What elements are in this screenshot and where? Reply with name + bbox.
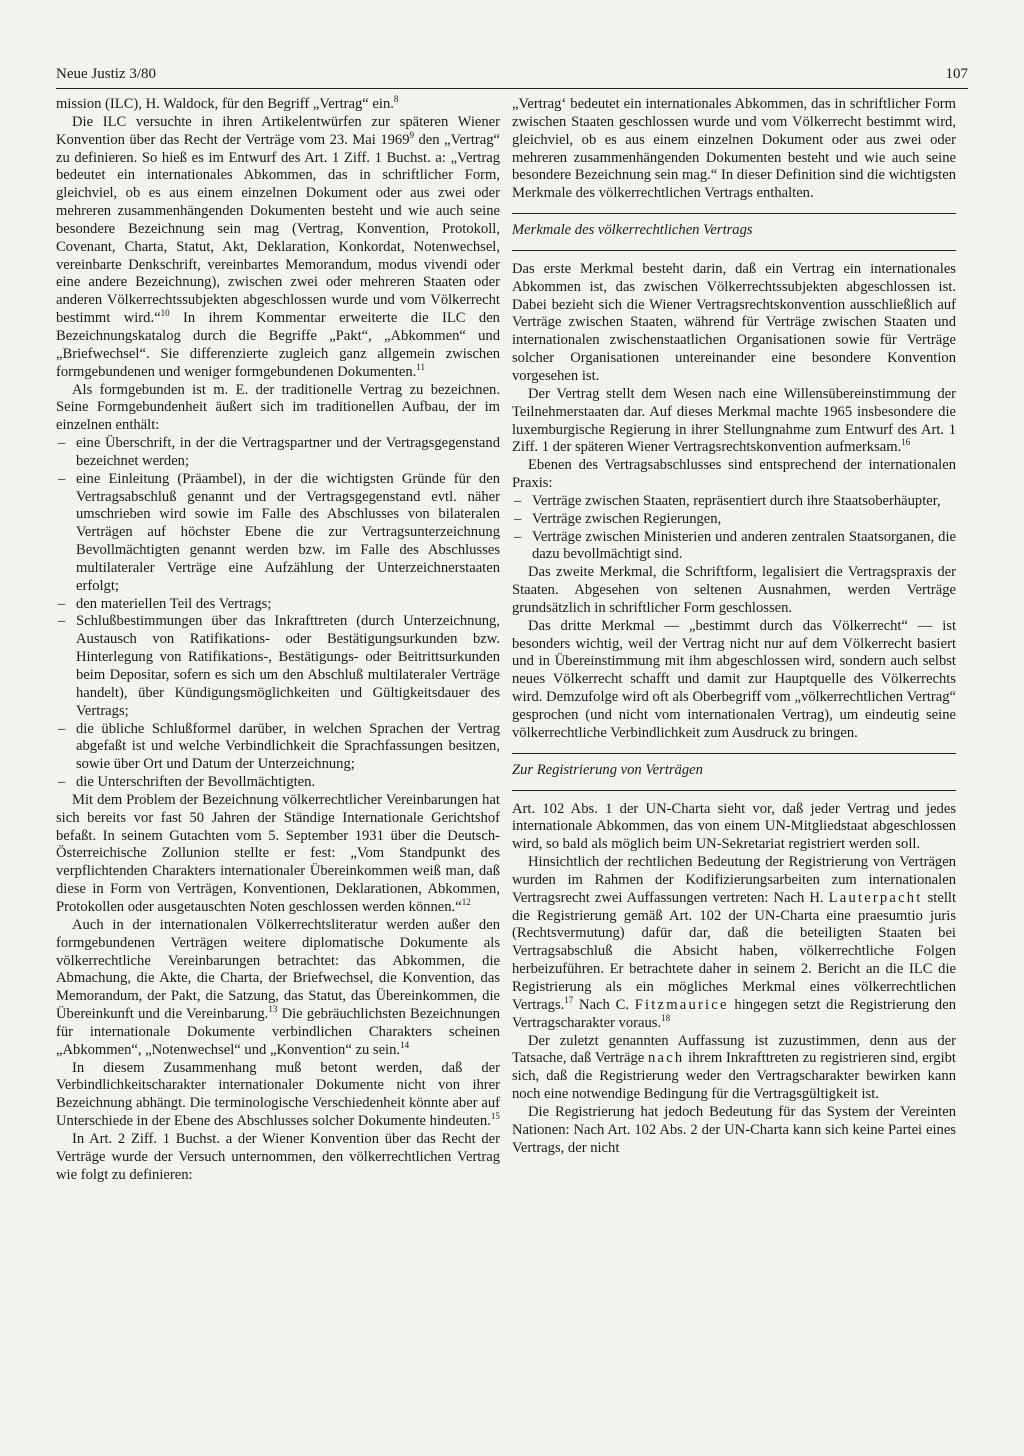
paragraph: Auch in der internationalen Völkerrechtsliteratur werden außer den formgebundenen Verträgen weitere diplomatische Dokumente als völkerrechtliche Vereinbarungen betrachtet: das Abkommen, die Abmachung, die Akte, die Charta, der Briefwechsel, die Konvention, das Memorandum, der Pakt, die Satzung, das Statut, das Übereinkommen, die Übereinkunft und die Vereinbarung.$^{13}$ Die gebräuchlichsten Bezeichnungen für internationale Dokumente verbindlichen Charakters scheinen „Abkommen“, „Notenwechsel“ und „Konvention“ zu sein.$^{14}$ bbox=[56, 916, 500, 1058]
paragraph: mission (ILC), H. Waldock, für den Begriff „Vertrag“ ein.$^8$ bbox=[56, 94, 399, 112]
list-item: – eine Überschrift, in der die Vertragspartner und der Vertragsgegenstand bezeichnet werden; bbox=[56, 435, 500, 471]
paragraph: Das zweite Merkmal, die Schriftform, legalisiert die Vertragspraxis der Staaten. Abgesehen von seltenen Ausnahmen, werden Verträge grundsätzlich in schriftlicher Form geschlossen. bbox=[512, 564, 956, 616]
treaty-level-list bbox=[512, 493, 956, 564]
list-item: – Verträge zwischen Ministerien und anderen zentralen Staatsorganen, die dazu bevollmächtigt sind. bbox=[512, 529, 956, 565]
paragraph: Der zuletzt genannten Auffassung ist zuzustimmen, denn aus der Tatsache, daß Verträge nach ihrem Inkrafttreten zu registrieren sind, ergibt sich, daß die Registrierung weder den Vertragscharakter bewirken kann noch eine notwendige Bedingung für die Vertragsgültigkeit ist. bbox=[512, 1032, 956, 1103]
list-item: – eine Einleitung (Präambel), in der die wichtigsten Gründe für den Vertragsabschluß genannt und der Vertragsgegenstand evtl. näher umschrieben wird sowie im Falle des Abschlusses von bilateralen Verträgen auf höchster Ebene die zur Vertragsunterzeichnung Bevollmächtigten genannt werden bzw. im Falle des Abschlusses multilateraler Verträge eine Aufzählung der Unterzeichnerstaaten erfolgt; bbox=[56, 471, 500, 596]
footnote-ref[interactable]: 13 bbox=[268, 1004, 278, 1015]
footnote-ref[interactable]: 12 bbox=[461, 897, 471, 908]
emphasis: nach bbox=[648, 1050, 685, 1067]
paragraph: „Vertrag‘ bedeutet ein internationales Abkommen, das in schriftlicher Form zwischen Staaten geschlossen wurde und vom Völkerrecht bestimmt wird, gleichviel, ob es aus einem einzelnen Dokument oder aus zwei oder mehreren zusammenhängenden Dokumenten besteht und wie auch seine besondere Bezeichnung sein mag.“ In dieser Definition sind die wichtigsten Merkmale des völkerrechtlichen Vertrags enthalten. bbox=[512, 96, 956, 202]
section-heading: Merkmale des völkerrechtlichen Vertrags bbox=[512, 213, 956, 251]
footnote-ref[interactable]: 11 bbox=[416, 361, 425, 372]
footnote-ref[interactable]: 16 bbox=[901, 437, 911, 448]
header-rule bbox=[56, 88, 968, 89]
list-item: – Verträge zwischen Regierungen, bbox=[512, 511, 956, 529]
footnote-ref[interactable]: 9 bbox=[409, 129, 415, 140]
paragraph: Das dritte Merkmal — „bestimmt durch das Völkerrecht“ — ist besonders wichtig, weil der Vertrag nicht nur auf dem Völkerrecht basiert und in Übereinstimmung mit ihm abgeschlossen wird, sondern auch selbst neues Völkerrecht schafft und damit zur Hauptquelle des Völkerrechts wird. Demzufolge wird oft als Oberbegriff vom „völkerrechtlichen Vertrag“ gesprochen (und nicht vom internationalen Vertrag), um eindeutig seine völkerrechtliche Verbindlichkeit zum Ausdruck zu bringen. bbox=[512, 617, 956, 741]
author-name: Lauterpacht bbox=[828, 889, 923, 906]
paragraph: Der Vertrag stellt dem Wesen nach eine Willensübereinstimmung der Teilnehmerstaaten dar. Auf dieses Merkmal machte 1965 insbesondere die luxemburgische Regierung in ihrer Stellungnahme zum Entwurf des Art. 1 Ziff. 1 der späteren Wiener Vertragsrechtskonvention aufmerksam.$^{16}$ bbox=[512, 385, 956, 456]
right-column bbox=[512, 96, 956, 1157]
list-item: – die Unterschriften der Bevollmächtigten. bbox=[56, 774, 500, 792]
paragraph: In diesem Zusammenhang muß betont werden, daß der Verbindlichkeitscharakter internationaler Dokumente nicht von ihrer Bezeichnung abhängt. Die terminologische Verschiedenheit könnte aber auf Unterschiede in der Ebene des Abschlusses solcher Dokumente hindeuten.$^{15}$ bbox=[56, 1059, 500, 1130]
paragraph: Mit dem Problem der Bezeichnung völkerrechtlicher Vereinbarungen hat sich bereits vor fast 50 Jahren der Ständige Internationale Gerichtshof befaßt. In seinem Gutachten vom 5. September 1931 über die Deutsch-Österreichische Zollunion stellte er fest: „Vom Standpunkt des verpflichtenden Charakters internationaler Übereinkommen weiß man, daß diese in Form von Verträgen, Konventionen, Deklarationen, Abkommen, Protokollen oder ausgetauschten Noten geschlossen werden können.“$^{12}$ bbox=[56, 791, 500, 915]
footnote-ref[interactable]: 18 bbox=[661, 1012, 671, 1023]
list-item: – die übliche Schlußformel darüber, in welchen Sprachen der Vertrag abgefaßt ist und welche Verbindlichkeit die Sprachfassungen besitzen, sowie über Ort und Datum der Unterzeichnung; bbox=[56, 721, 500, 775]
list-item: – Verträge zwischen Staaten, repräsentiert durch ihre Staatsoberhäupter, bbox=[512, 493, 956, 511]
paragraph: In Art. 2 Ziff. 1 Buchst. a der Wiener Konvention über das Recht der Verträge wurde der Versuch unternommen, den völkerrechtlichen Vertrag wie folgt zu definieren: bbox=[56, 1130, 500, 1183]
footnote-ref[interactable]: 14 bbox=[400, 1039, 410, 1050]
footnote-ref[interactable]: 15 bbox=[490, 1111, 500, 1122]
page-header bbox=[56, 66, 968, 90]
left-column bbox=[56, 96, 500, 1184]
footnote-ref[interactable]: 17 bbox=[564, 994, 574, 1005]
paragraph: Die Registrierung hat jedoch Bedeutung für das System der Vereinten Nationen: Nach Art. 102 Abs. 2 der UN-Charta kann sich keine Partei eines Vertrags, der nicht bbox=[512, 1103, 956, 1156]
list-item: – Schlußbestimmungen über das Inkrafttreten (durch Unterzeichnung, Austausch von Ratifikations- oder Bestätigungsurkunden bzw. Hinterlegung von Ratifikations-, Bestätigungs- oder Beitrittsurkunden beim Depositar, sofern es sich um den Abschluß multilateraler Verträge handelt), über Kündigungsmöglichkeiten und Gültigkeitsdauer des Vertrags; bbox=[56, 613, 500, 720]
section-heading: Zur Registrierung von Verträgen bbox=[512, 753, 956, 791]
paragraph: Ebenen des Vertragsabschlusses sind entsprechend der internationalen Praxis: bbox=[512, 457, 956, 492]
footnote-ref[interactable]: 8 bbox=[393, 94, 399, 105]
author-name: Fitzmaurice bbox=[634, 996, 729, 1013]
page-number: 107 bbox=[945, 66, 968, 82]
treaty-structure-list bbox=[56, 435, 500, 792]
paragraph: Die ILC versuchte in ihren Artikelentwürfen zur späteren Wiener Konvention über das Recht der Verträge vom 23. Mai 1969$^9$ den „Vertrag“ zu definieren. So hieß es im Entwurf des Art. 1 Ziff. 1 Buchst. a: „Vertrag bedeutet ein internationales Abkommen, das in schriftlicher Form, gleichviel, ob es aus einem einzelnen Dokument oder aus zwei oder mehreren zusammenhängenden Dokumenten besteht und wie auch seine besondere Bezeichnung sein mag (Vertrag, Konvention, Protokoll, Covenant, Charta, Statut, Akt, Deklaration, Konkordat, Notenwechsel, vereinbarte Denkschrift, vereinbartes Memorandum, modus vivendi oder eine andere Bezeichnung), zwischen zwei oder mehreren Staaten oder anderen Völkerrechtssubjekten abgeschlossen wurde und vom Völkerrecht bestimmt wird.“$^{10}$ In ihrem Kommentar erweiterte die ILC den Bezeichnungskatalog durch die Begriffe „Pakt“, „Abkommen“ und „Briefwechsel“. Sie differenzierte zugleich ganz allgemein zwischen formgebundenen und weniger formgebundenen Dokumenten.$^{11}$ bbox=[56, 113, 500, 380]
paragraph: Als formgebunden ist m. E. der traditionelle Vertrag zu bezeichnen. Seine Formgebundenheit äußert sich im traditionellen Aufbau, der im einzelnen enthält: bbox=[56, 381, 500, 434]
paragraph: Art. 102 Abs. 1 der UN-Charta sieht vor, daß jeder Vertrag und jedes internationale Abkommen, das von einem UN-Mitgliedstaat abgeschlossen wird, so bald als möglich beim UN-Sekretariat registriert werden soll. bbox=[512, 800, 956, 853]
journal-title: Neue Justiz 3/80 bbox=[56, 66, 156, 82]
paragraph: Das erste Merkmal besteht darin, daß ein Vertrag ein internationales Abkommen ist, das zwischen Völkerrechtssubjekten abgeschlossen ist. Dabei bezieht sich die Wiener Vertragsrechtskonvention ausschließlich auf Verträge zwischen Staaten, während für Verträge zwischen Staaten und internationalen zwischenstaatlichen Organisationen sowie für Verträge solcher Organisationen untereinander eine besondere Konvention vorgesehen ist. bbox=[512, 260, 956, 384]
footnote-ref[interactable]: 10 bbox=[160, 308, 170, 319]
paragraph: Hinsichtlich der rechtlichen Bedeutung der Registrierung von Verträgen wurden im Rahmen der Kodifizierungsarbeiten zum internationalen Vertragsrecht zwei Auffassungen vertreten: Nach H. Lauterpacht stellt die Registrierung gemäß Art. 102 der UN-Charta eine praesumtio juris (Rechtsvermutung) dafür dar, daß die beteiligten Staaten bei Vertragsabschluß die Absicht haben, völkerrechtliche Folgen herbeizuführen. Er betrachtete daher in seinem 2. Bericht an die ILC die Registrierung als ein mögliches Merkmal eines völkerrechtlichen Vertrags.$^{17}$ Nach C. Fitzmaurice hingegen setzt die Registrierung den Vertragscharakter voraus.$^{18}$ bbox=[512, 854, 956, 1031]
list-item: – den materiellen Teil des Vertrags; bbox=[56, 596, 500, 614]
